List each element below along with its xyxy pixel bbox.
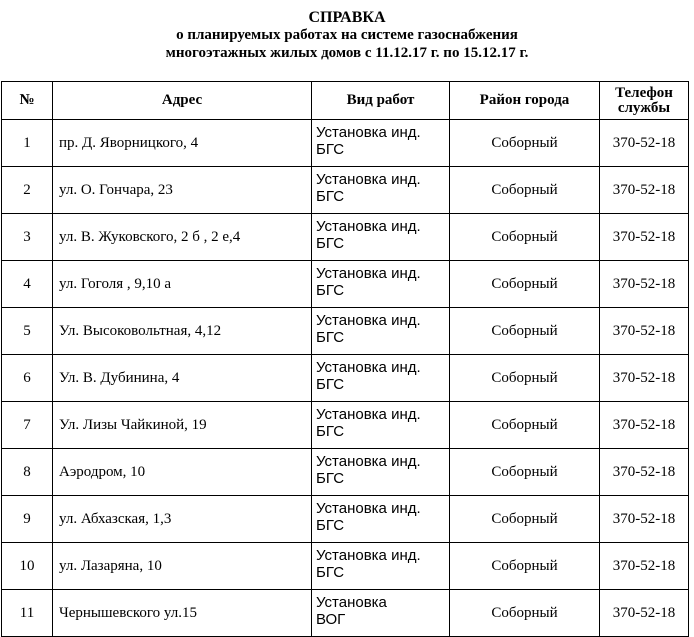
cell-phone: 370-52-18 [600, 449, 689, 496]
work-type-line2: БГС [316, 282, 345, 299]
work-type-line1: Установка инд. [316, 265, 421, 282]
cell-work-type [312, 543, 450, 590]
work-type-line1: Установка инд. [316, 312, 421, 329]
col-header-district: Район города [450, 82, 600, 120]
cell-number: 7 [2, 402, 53, 449]
table-row [2, 402, 689, 449]
cell-phone: 370-52-18 [600, 355, 689, 402]
cell-work-type [312, 590, 450, 637]
cell-number: 5 [2, 308, 53, 355]
table-row [2, 167, 689, 214]
cell-address: Ул. Высоковольтная, 4,12 [53, 308, 312, 355]
table-header-row [2, 82, 689, 120]
cell-district: Соборный [450, 543, 600, 590]
cell-number: 3 [2, 214, 53, 261]
cell-work-type [312, 355, 450, 402]
cell-district: Соборный [450, 167, 600, 214]
cell-work-type [312, 167, 450, 214]
work-type-line1: Установка инд. [316, 547, 421, 564]
cell-work-type [312, 214, 450, 261]
cell-address: Аэродром, 10 [53, 449, 312, 496]
table-row [2, 120, 689, 167]
table-row [2, 543, 689, 590]
cell-address: ул. Абхазская, 1,3 [53, 496, 312, 543]
work-type-line2: БГС [316, 376, 345, 393]
table-row [2, 214, 689, 261]
cell-district: Соборный [450, 590, 600, 637]
work-type-line1: Установка [316, 594, 387, 611]
col-header-address: Адрес [53, 82, 312, 120]
col-header-phone: Телефон службы [600, 82, 689, 120]
cell-work-type [312, 261, 450, 308]
cell-phone: 370-52-18 [600, 543, 689, 590]
cell-district: Соборный [450, 261, 600, 308]
table-row [2, 590, 689, 637]
table-row [2, 496, 689, 543]
cell-address: Ул. Лизы Чайкиной, 19 [53, 402, 312, 449]
cell-phone: 370-52-18 [600, 496, 689, 543]
work-type-line2: БГС [316, 141, 345, 158]
cell-number: 6 [2, 355, 53, 402]
work-type-line1: Установка инд. [316, 124, 421, 141]
cell-address: ул. В. Жуковского, 2 б , 2 е,4 [53, 214, 312, 261]
cell-district: Соборный [450, 449, 600, 496]
cell-number: 10 [2, 543, 53, 590]
table-row [2, 308, 689, 355]
cell-work-type [312, 120, 450, 167]
document-title: СПРАВКА [308, 9, 386, 26]
cell-phone: 370-52-18 [600, 120, 689, 167]
work-type-line2: БГС [316, 423, 345, 440]
work-type-line1: Установка инд. [316, 453, 421, 470]
table-row [2, 261, 689, 308]
work-type-line1: Установка инд. [316, 359, 421, 376]
cell-number: 4 [2, 261, 53, 308]
work-type-line2: БГС [316, 517, 345, 534]
cell-address: пр. Д. Яворницкого, 4 [53, 120, 312, 167]
cell-district: Соборный [450, 355, 600, 402]
table-row [2, 449, 689, 496]
cell-phone: 370-52-18 [600, 590, 689, 637]
works-table [1, 81, 689, 637]
work-type-line1: Установка инд. [316, 500, 421, 517]
document-subtitle-line2: многоэтажных жилых домов с 11.12.17 г. по 15.12.17 г. [165, 45, 529, 61]
work-type-line2: БГС [316, 188, 345, 205]
cell-number: 1 [2, 120, 53, 167]
cell-work-type [312, 449, 450, 496]
cell-work-type [312, 402, 450, 449]
work-type-line2: БГС [316, 235, 345, 252]
col-header-number: № [2, 82, 53, 120]
cell-district: Соборный [450, 120, 600, 167]
cell-district: Соборный [450, 402, 600, 449]
cell-address: ул. О. Гончара, 23 [53, 167, 312, 214]
cell-number: 11 [2, 590, 53, 637]
document-subtitle-line1: о планируемых работах на системе газоснабжения [176, 27, 518, 43]
work-type-line2: БГС [316, 470, 345, 487]
work-type-line1: Установка инд. [316, 218, 421, 235]
cell-number: 8 [2, 449, 53, 496]
cell-number: 9 [2, 496, 53, 543]
col-header-work-type: Вид работ [312, 82, 450, 120]
cell-district: Соборный [450, 496, 600, 543]
cell-address: Чернышевского ул.15 [53, 590, 312, 637]
work-type-line1: Установка инд. [316, 406, 421, 423]
cell-district: Соборный [450, 214, 600, 261]
work-type-line1: Установка инд. [316, 171, 421, 188]
table-body [2, 120, 689, 637]
cell-phone: 370-52-18 [600, 402, 689, 449]
cell-phone: 370-52-18 [600, 308, 689, 355]
work-type-line2: ВОГ [316, 611, 346, 628]
cell-address: Ул. В. Дубинина, 4 [53, 355, 312, 402]
work-type-line2: БГС [316, 564, 345, 581]
cell-phone: 370-52-18 [600, 261, 689, 308]
cell-address: ул. Гоголя , 9,10 а [53, 261, 312, 308]
cell-number: 2 [2, 167, 53, 214]
cell-work-type [312, 496, 450, 543]
cell-work-type [312, 308, 450, 355]
table-row [2, 355, 689, 402]
cell-address: ул. Лазаряна, 10 [53, 543, 312, 590]
work-type-line2: БГС [316, 329, 345, 346]
cell-phone: 370-52-18 [600, 167, 689, 214]
cell-district: Соборный [450, 308, 600, 355]
cell-phone: 370-52-18 [600, 214, 689, 261]
